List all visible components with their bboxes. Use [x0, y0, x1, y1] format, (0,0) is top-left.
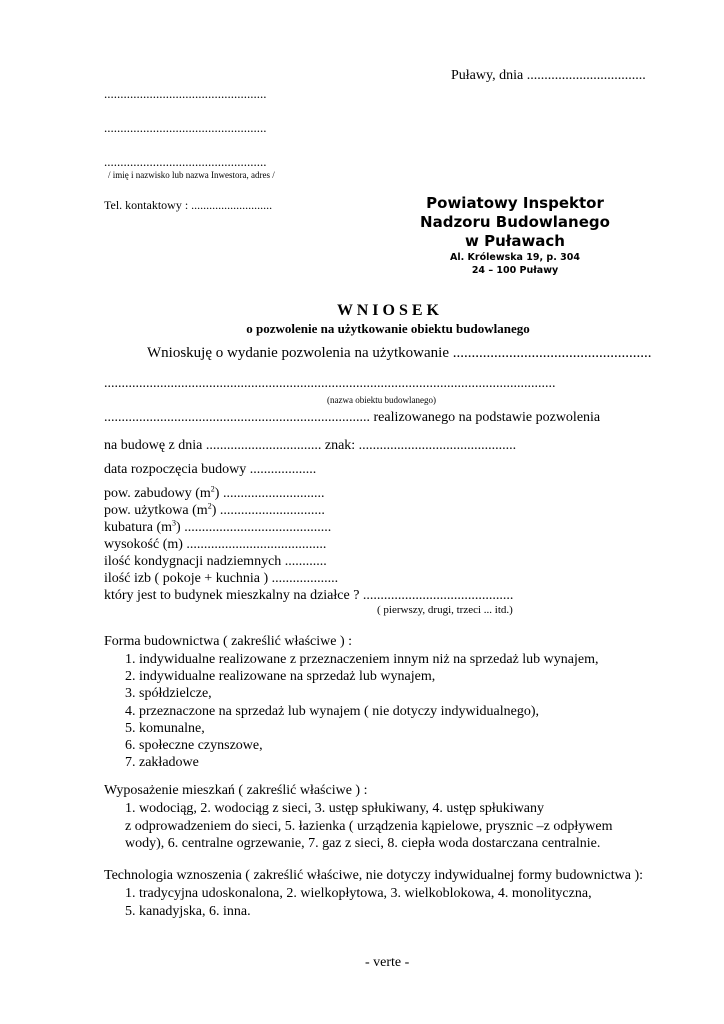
equipment-list — [125, 800, 612, 853]
usable-area-line — [104, 503, 325, 519]
investor-line-3: .................................................. — [104, 154, 267, 169]
construction-form-heading: Forma budownictwa ( zakreślić właściwe ) : — [104, 634, 353, 649]
authority-line-3: w Puławach — [465, 232, 565, 250]
which-building-line: który jest to budynek mieszkalny na działce ? ........................................... — [104, 588, 514, 603]
construction-form-item: 6. społeczne czynszowe, — [125, 738, 263, 754]
construction-form-item: 4. przeznaczone na sprzedaż lub wynajem ( nie dotyczy indywidualnego), — [125, 703, 539, 719]
construction-form-item: 1. indywidualne realizowane z przeznaczeniem innym niż na sprzedaż lub wynajem, — [125, 652, 599, 667]
object-name-dots: ................................................................................................................................. — [104, 376, 556, 391]
investor-line-1: .................................................. — [104, 86, 267, 101]
construction-form-item: 7. zakładowe — [125, 755, 199, 771]
height-line: wysokość (m) ........................................ — [104, 537, 327, 552]
construction-form-item: 3. spółdzielcze, — [125, 686, 212, 702]
floors-line: ilość kondygnacji nadziemnych ............ — [104, 554, 327, 569]
construction-form-item: 5. komunalne, — [125, 720, 205, 736]
verte-footer: - verte - — [365, 955, 410, 970]
authority-line-1: Powiatowy Inspektor — [426, 194, 604, 212]
investor-line-2: .................................................. — [104, 120, 267, 135]
equipment-line: wody), 6. centralne ogrzewanie, 7. gaz z sieci, 8. ciepła woda dostarczana centralnie. — [125, 836, 601, 851]
built-area-sup: 2 — [210, 484, 215, 494]
technology-line: 5. kanadyjska, 6. inna. — [125, 903, 251, 919]
equipment-line: 1. wodociąg, 2. wodociąg z sieci, 3. ustęp spłukiwany, 4. ustęp spłukiwany — [125, 801, 545, 816]
authority-block — [395, 194, 635, 277]
usable-area-sup: 2 — [207, 501, 212, 511]
usable-area-label: pow. użytkowa (m — [104, 503, 208, 518]
authority-address-2: 24 – 100 Puławy — [471, 265, 559, 276]
built-area-dots: ) ............................. — [214, 486, 325, 501]
built-area-line — [104, 486, 324, 502]
volume-sup: 3 — [172, 518, 177, 528]
which-building-caption: ( pierwszy, drugi, trzeci ... itd.) — [377, 604, 513, 616]
rooms-line: ilość izb ( pokoje + kuchnia ) ................... — [104, 571, 339, 586]
equipment-line: z odprowadzeniem do sieci, 5. łazienka ( urządzenia kąpielowe, prysznic –z odpływem — [125, 818, 613, 834]
start-date-line: data rozpoczęcia budowy ................... — [104, 462, 317, 477]
authority-line-2: Nadzoru Budowlanego — [420, 213, 610, 231]
volume-dots: ) .......................................... — [176, 520, 332, 535]
construction-form-item: 2. indywidualne realizowane na sprzedaż lub wynajem, — [125, 669, 436, 685]
permit-line: na budowę z dnia ................................. znak: ............................................. — [104, 438, 517, 453]
built-area-label: pow. zabudowy (m — [104, 486, 211, 501]
phone-line: Tel. kontaktowy : ........................... — [104, 198, 273, 212]
realized-line: ............................................................................ realizowanego na podstawie pozwolenia — [104, 410, 601, 425]
authority-address-1: Al. Królewska 19, p. 304 — [450, 252, 580, 263]
technology-heading: Technologia wznoszenia ( zakreślić właściwe, nie dotyczy indywidualnej formy budownictwa ): — [104, 868, 644, 883]
technology-line: 1. tradycyjna udoskonalona, 2. wielkopłytowa, 3. wielkoblokowa, 4. monolityczna, — [125, 886, 592, 901]
volume-line — [104, 520, 331, 536]
volume-label: kubatura (m — [104, 520, 173, 535]
document-title: W N I O S E K — [337, 302, 439, 319]
technology-list — [125, 885, 592, 920]
construction-form-list — [125, 651, 598, 771]
place-date-line: Puławy, dnia .................................. — [451, 68, 646, 83]
request-intro: Wnioskuję o wydanie pozwolenia na użytkowanie ..................................................... — [147, 345, 652, 361]
object-name-caption: (nazwa obiektu budowlanego) — [327, 395, 436, 405]
usable-area-dots: ) .............................. — [211, 503, 325, 518]
investor-caption: / imię i nazwisko lub nazwa Inwestora, adres / — [108, 170, 275, 180]
equipment-heading: Wyposażenie mieszkań ( zakreślić właściwe ) : — [104, 783, 368, 798]
document-subtitle: o pozwolenie na użytkowanie obiektu budowlanego — [246, 321, 530, 336]
